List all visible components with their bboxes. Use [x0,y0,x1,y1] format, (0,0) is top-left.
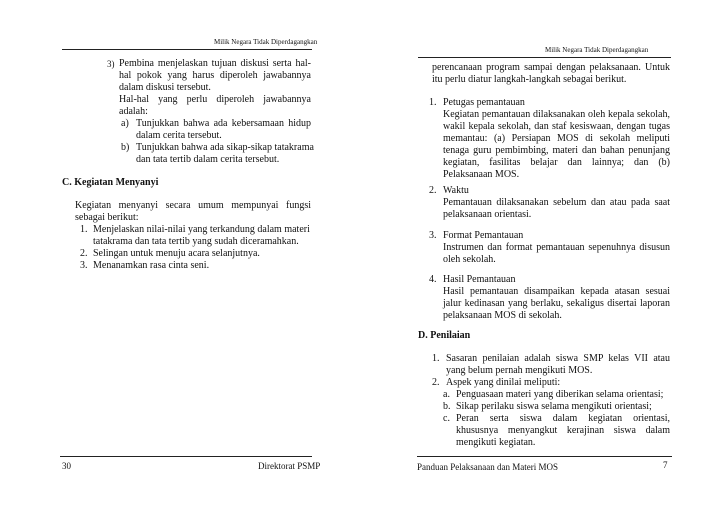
section-c-item-1-number: 1. [80,224,88,235]
item-3r-title: Format Pemantauan [443,230,524,241]
section-d-sub-c-number: c. [443,413,450,424]
sub-a-number: a) [121,118,129,129]
item-2-number: 2. [429,185,437,196]
section-d-item-2-line-1: Aspek yang dinilai meliputi: [446,377,561,388]
item-1-line-3: memantau: (a) Persiapan MOS di sekolah meliputi [443,133,670,144]
section-d-sub-c-line-3: mengikuti kegiatan. [456,437,536,448]
hal-line-2: adalah: [119,106,148,117]
left-page-header: Milik Negara Tidak Diperdagangkan [214,38,318,46]
section-c-item-3-line-1: Menanamkan rasa cinta seni. [93,260,210,271]
section-d-item-2-number: 2. [432,377,440,388]
section-c-intro-line-2: sebagai berikut: [75,212,139,223]
item-3r-number: 3. [429,230,437,241]
right-page-header: Milik Negara Tidak Diperdagangkan [545,46,649,54]
item-2-line-1: Pemantauan dilaksanakan sebelum dan atau pada saat [443,197,670,208]
item-1-line-1: Kegiatan pemantauan dilaksanakan oleh kepala sekolah, [443,109,670,120]
item-2-line-2: pelaksanaan orientasi. [443,209,532,220]
item-3-line-3: dalam diskusi tersebut. [119,82,211,93]
sub-b-line-2: dan tata tertib dalam cerita tersebut. [136,154,280,165]
sub-b-number: b) [121,142,130,153]
section-d-item-1-line-2: yang belum pernah mengikuti MOS. [446,365,593,376]
item-1-title: Petugas pemantauan [443,97,525,108]
section-d-item-1-number: 1. [432,353,440,364]
left-footer-text: Direktorat PSMP [258,461,321,471]
section-c-item-2-number: 2. [80,248,88,259]
section-c-item-1-line-1: Menjelaskan nilai-nilai yang terkandung dalam materi [93,224,310,235]
section-d-sub-c-line-2: khususnya menyangkut kerajinan siswa dalam [456,425,670,436]
right-intro-line-2: itu perlu diatur langkah-langkah sebagai berikut. [432,74,627,85]
section-c-intro-line-1: Kegiatan menyanyi secara umum mempunyai fungsi [75,200,311,211]
item-4-line-3: pelaksanaan MOS di sekolah. [443,310,562,321]
section-d-sub-a-line-1: Penguasaan materi yang diberikan selama orientasi; [456,389,664,400]
right-footer-text: Panduan Pelaksanaan dan Materi MOS [417,462,558,472]
hal-line-1: Hal-hal yang perlu diperoleh jawabannya [119,94,311,105]
item-1-line-6: Pelaksanaan MOS. [443,169,520,180]
item-4-line-1: Hasil pemantauan disampaikan kepada atasan sesuai [443,286,670,297]
item-1-number: 1. [429,97,437,108]
right-footer-rule [417,456,672,457]
item-3r-line-2: oleh sekolah. [443,254,496,265]
section-d-sub-b-line-1: Sikap perilaku siswa selama mengikuti orientasi; [456,401,652,412]
right-intro-line-1: perencanaan program sampai dengan pelaksanaan. Untuk [432,62,670,73]
item-3-line-1: Pembina menjelaskan tujuan diskusi serta hal- [119,58,311,69]
section-c-item-1-line-2: tatakrama dan tata tertib yang sudah diceramahkan. [93,236,299,247]
right-header-rule [418,57,671,58]
item-4-number: 4. [429,274,437,285]
sub-a-line-2: dalam cerita tersebut. [136,130,222,141]
left-header-rule [62,49,312,50]
item-3-number: 3) [107,59,115,69]
sub-a-line-1: Tunjukkan bahwa ada kebersamaan hidup [136,118,311,129]
item-1-line-5: kegiatan, fasilitas belajar dan lainnya; dan (b) [443,157,670,168]
right-footer-page-number: 7 [663,460,668,470]
section-d-sub-a-number: a. [443,389,450,400]
item-4-line-2: jalur kedinasan yang berlaku, sekaligus disertai laporan [443,298,670,309]
item-1-line-4: tenaga guru pembimbing, materi dan bahan penunjang [443,145,670,156]
item-3-line-2: hal pokok yang harus diperoleh jawabannya [119,70,311,81]
left-footer-page-number: 30 [62,461,71,471]
left-footer-rule [60,456,312,457]
section-c-heading: C. Kegiatan Menyanyi [62,177,159,188]
sub-b-line-1: Tunjukkan bahwa ada sikap-sikap tatakrama [136,142,314,153]
item-4-title: Hasil Pemantauan [443,274,516,285]
section-c-item-3-number: 3. [80,260,88,271]
section-d-heading: D. Penilaian [418,330,471,341]
item-1-line-2: wakil kepala sekolah, dan staf kesiswaan, dengan tugas [443,121,670,132]
section-d-sub-b-number: b. [443,401,451,412]
section-c-item-2-line-1: Selingan untuk menuju acara selanjutnya. [93,248,260,259]
item-2-title: Waktu [443,185,469,196]
section-d-sub-c-line-1: Peran serta siswa dalam kegiatan orientasi, [456,413,670,424]
section-d-item-1-line-1: Sasaran penilaian adalah siswa SMP kelas VII atau [446,353,670,364]
item-3r-line-1: Instrumen dan format pemantauan sepenuhnya disusun [443,242,670,253]
